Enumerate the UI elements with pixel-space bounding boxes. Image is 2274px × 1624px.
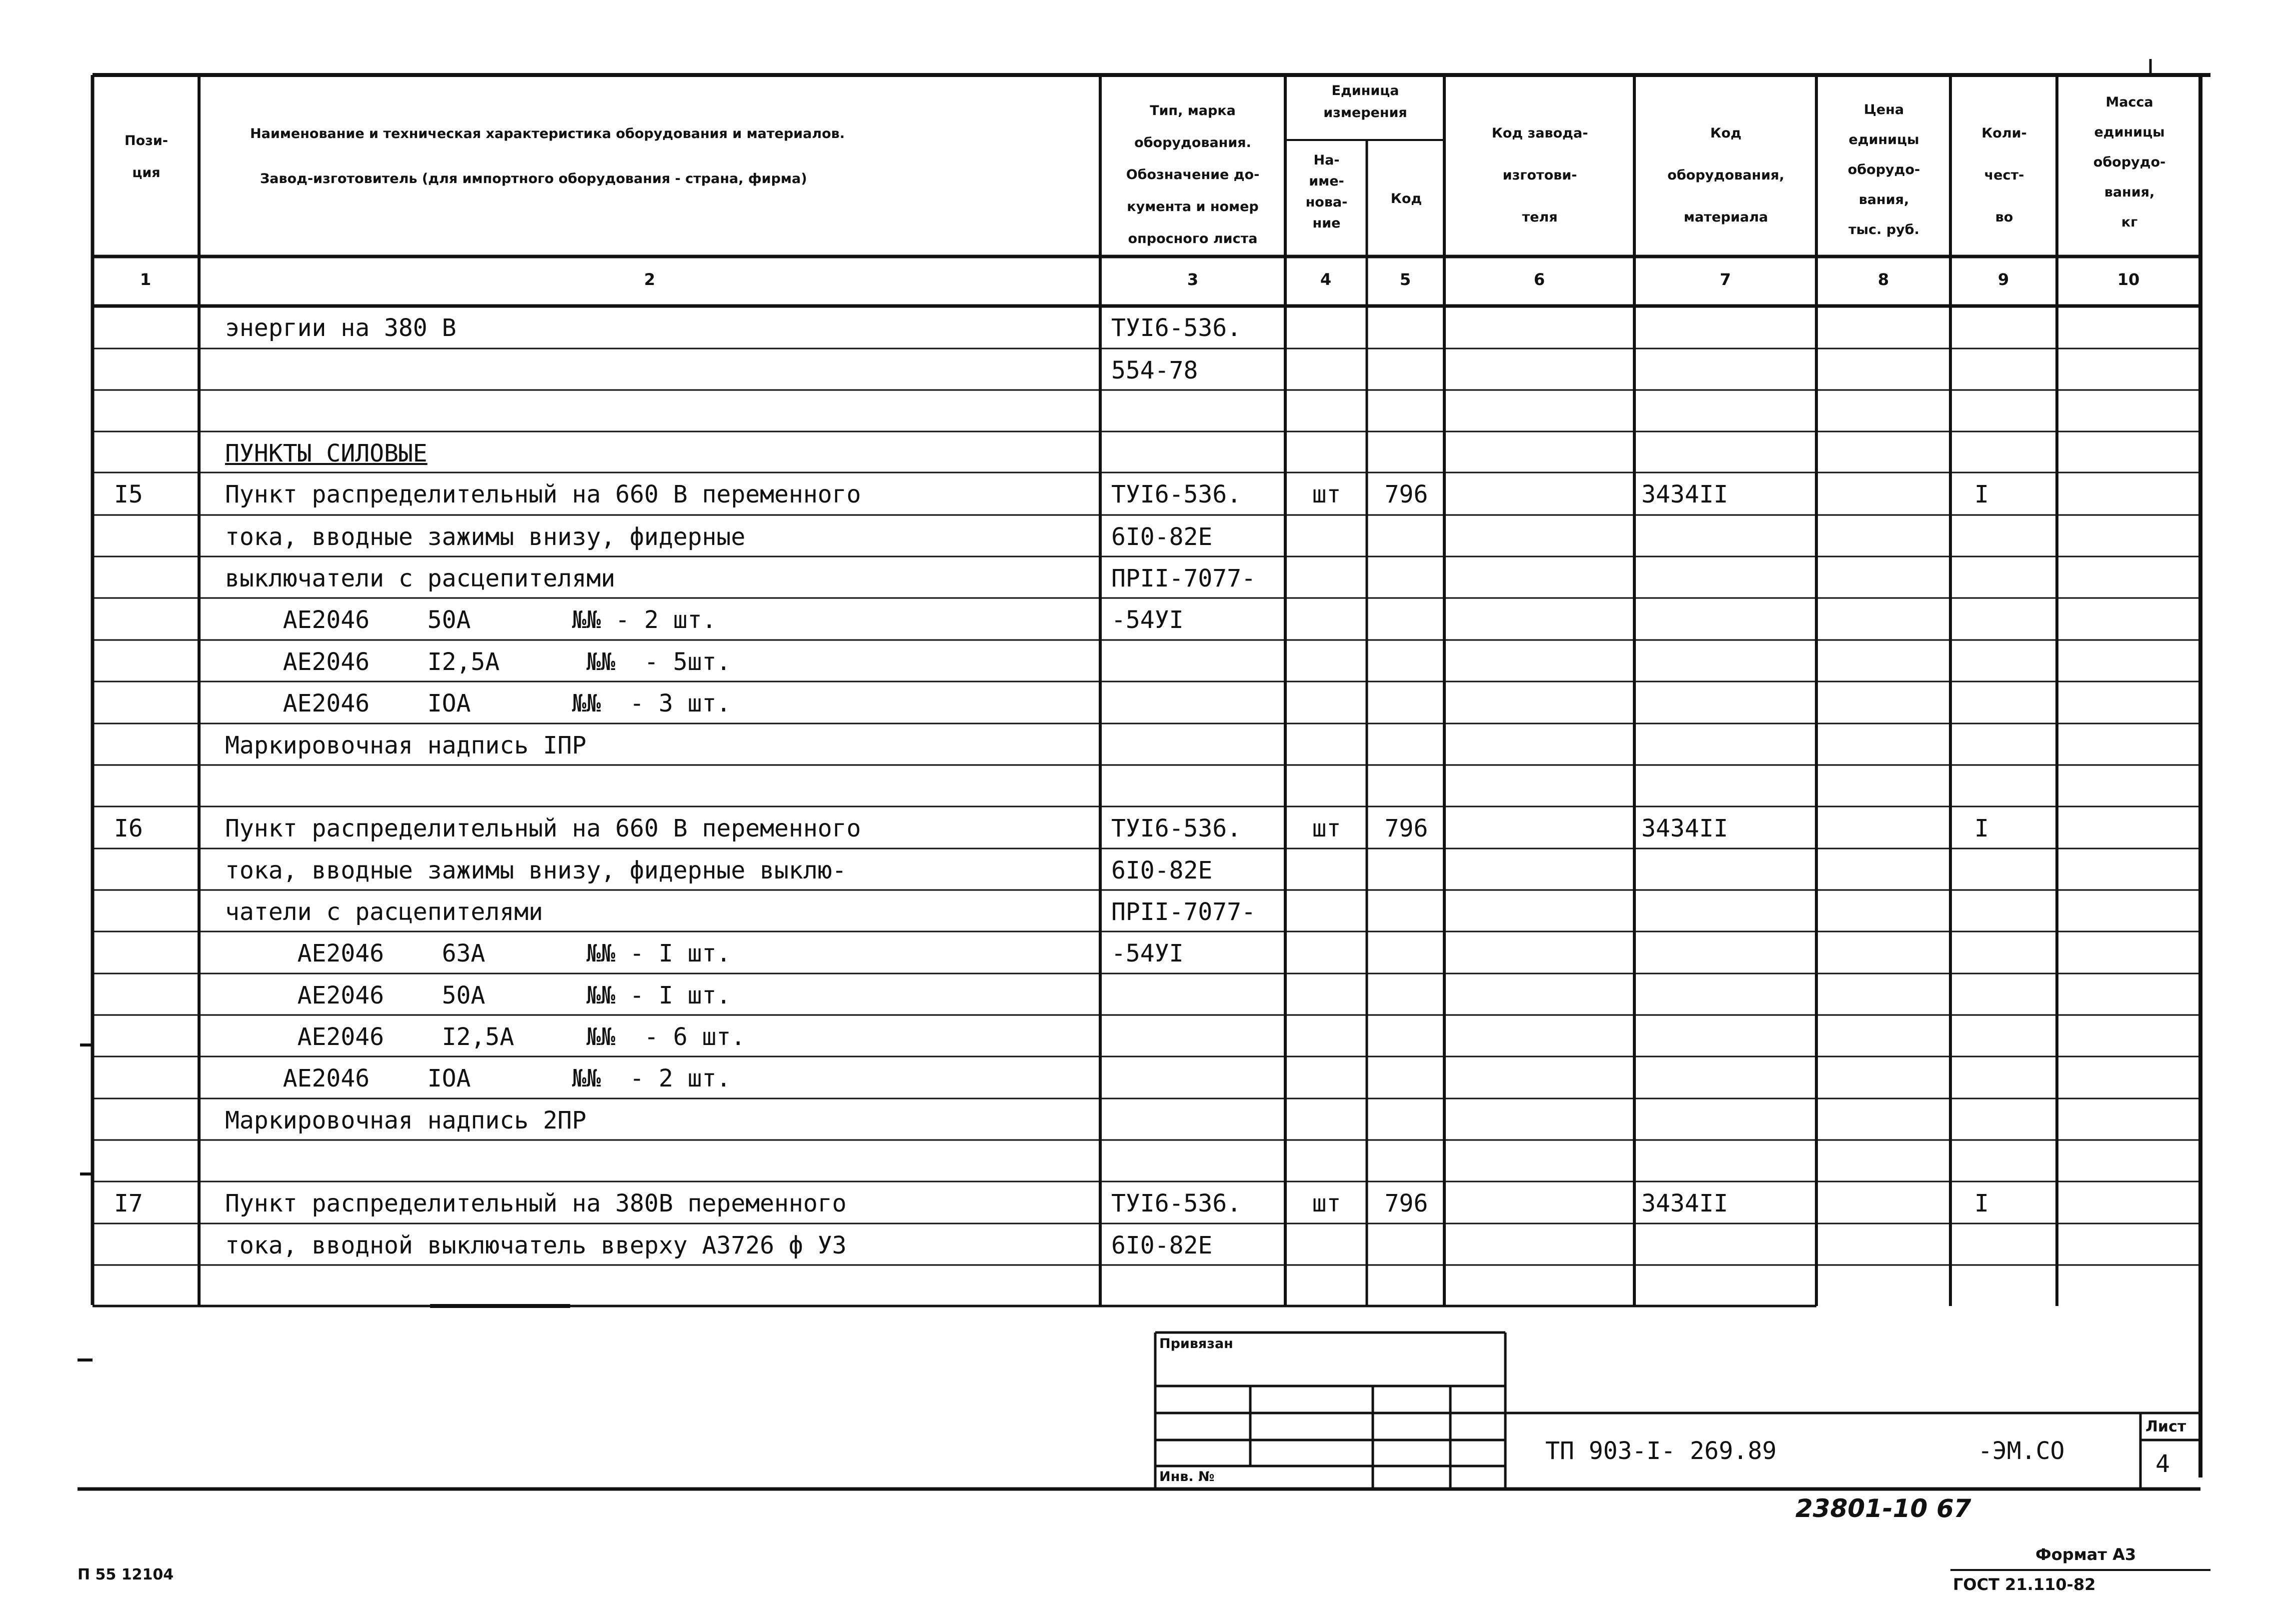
header-maker-code: Код завода- изготови- теля [1491,126,1588,225]
row-quantity: I [1974,480,1989,508]
row-quantity: I [1974,814,1989,842]
header-unit-name: На- име- нова- ние [1305,152,1348,231]
row-name: АЕ2046 I2,5А №№ - 5шт. [225,648,731,676]
row-name: АЕ2046 I2,5А №№ - 6 шт. [225,1023,746,1051]
row-type: ТУI6-536. [1111,314,1242,342]
header-unit-code: Код [1390,191,1422,206]
format-label: Формат А3 [2035,1545,2136,1564]
header-type: Тип, марка оборудования. Обозначение до- кумента и номер опросного листа [1126,103,1260,246]
row-name: АЕ2046 50А №№ - I шт. [225,982,731,1010]
header-quantity: Коли- чест- во [1981,126,2027,225]
archive-number: 23801-10 [1795,1494,1928,1523]
stamp-inv: Инв. № [1159,1469,1215,1484]
row-name: Пункт распределительный на 660 В переменного [225,814,861,842]
document-number: ТП 903-I- 269.89 [1545,1437,1777,1465]
row-equipment-code: 3434II [1641,814,1728,842]
row-name: выключатели с расцепителями [225,564,616,592]
column-number-4: 4 [1320,270,1332,289]
column-number-7: 7 [1719,270,1731,289]
row-unit-code: 796 [1384,480,1428,508]
row-type: -54УI [1111,606,1184,634]
row-name: АЕ2046 IOА №№ - 3 шт. [225,690,731,718]
column-number-6: 6 [1533,270,1545,289]
row-position: I5 [114,480,143,508]
row-quantity: I [1974,1190,1989,1218]
column-number-8: 8 [1877,270,1889,289]
row-name: АЕ2046 63А №№ - I шт. [225,940,731,968]
header-equipment-code: Код оборудования, материала [1667,126,1784,225]
left-code: П 55 12104 [78,1566,174,1584]
column-number-1: 1 [140,270,152,289]
column-number-3: 3 [1187,270,1199,289]
row-equipment-code: 3434II [1641,1190,1728,1218]
header-name-line2: Завод-изготовитель (для импортного оборудования - страна, фирма) [260,171,807,186]
row-name: тока, вводной выключатель вверху А3726 ф УЗ [225,1232,847,1260]
sheet-number: 4 [2155,1450,2170,1478]
row-name: энергии на 380 В [225,314,457,342]
row-type: ПРII-7077- [1111,898,1256,926]
row-name: Маркировочная надпись IПР [225,732,587,760]
row-name: тока, вводные зажимы внизу, фидерные выклю- [225,856,847,884]
header-unit: Единица измерения [1323,83,1407,120]
gost-label: ГОСТ 21.110-82 [1953,1575,2096,1594]
row-unit: шт [1312,1190,1341,1218]
row-unit-code: 796 [1384,814,1428,842]
row-name: Пункт распределительный на 380В переменного [225,1190,847,1218]
row-type: ТУI6-536. [1111,480,1242,508]
row-type: ПРII-7077- [1111,564,1256,592]
document-suffix: -ЭМ.СО [1978,1437,2065,1465]
row-unit: шт [1312,480,1341,508]
row-name: АЕ2046 IOА №№ - 2 шт. [225,1064,731,1092]
row-type: 6I0-82Е [1111,523,1213,551]
row-unit-code: 796 [1384,1190,1428,1218]
sheet-label: Лист [2145,1418,2186,1436]
row-position: I7 [114,1190,143,1218]
archive-page: 67 [1936,1494,1971,1523]
row-name: чатели с расцепителями [225,898,543,926]
row-type: 6I0-82Е [1111,1232,1213,1260]
row-position: I6 [114,814,143,842]
row-equipment-code: 3434II [1641,480,1728,508]
row-type: 6I0-82Е [1111,856,1213,884]
row-type: -54УI [1111,940,1184,968]
stamp-privyazan: Привязан [1159,1336,1233,1352]
header-price: Цена единицы оборудо- вания, тыс. руб. [1847,102,1920,238]
row-type: ТУI6-536. [1111,814,1242,842]
column-number-5: 5 [1399,270,1411,289]
header-mass: Масса единицы оборудо- вания, кг [2093,94,2166,230]
row-unit: шт [1312,814,1341,842]
row-type: ТУI6-536. [1111,1190,1242,1218]
column-number-10: 10 [2117,270,2140,289]
column-number-2: 2 [644,270,656,289]
row-name: Маркировочная надпись 2ПР [225,1106,587,1134]
row-name: тока, вводные зажимы внизу, фидерные [225,523,746,551]
column-number-9: 9 [1997,270,2009,289]
row-name: АЕ2046 50А №№ - 2 шт. [225,606,717,634]
header-name-line1: Наименование и техническая характеристика оборудования и материалов. [250,126,845,142]
row-name: ПУНКТЫ СИЛОВЫЕ [225,440,428,468]
header-position: Пози- ция [125,133,168,180]
row-name: Пункт распределительный на 660 В переменного [225,480,861,508]
row-type: 554-78 [1111,356,1198,384]
